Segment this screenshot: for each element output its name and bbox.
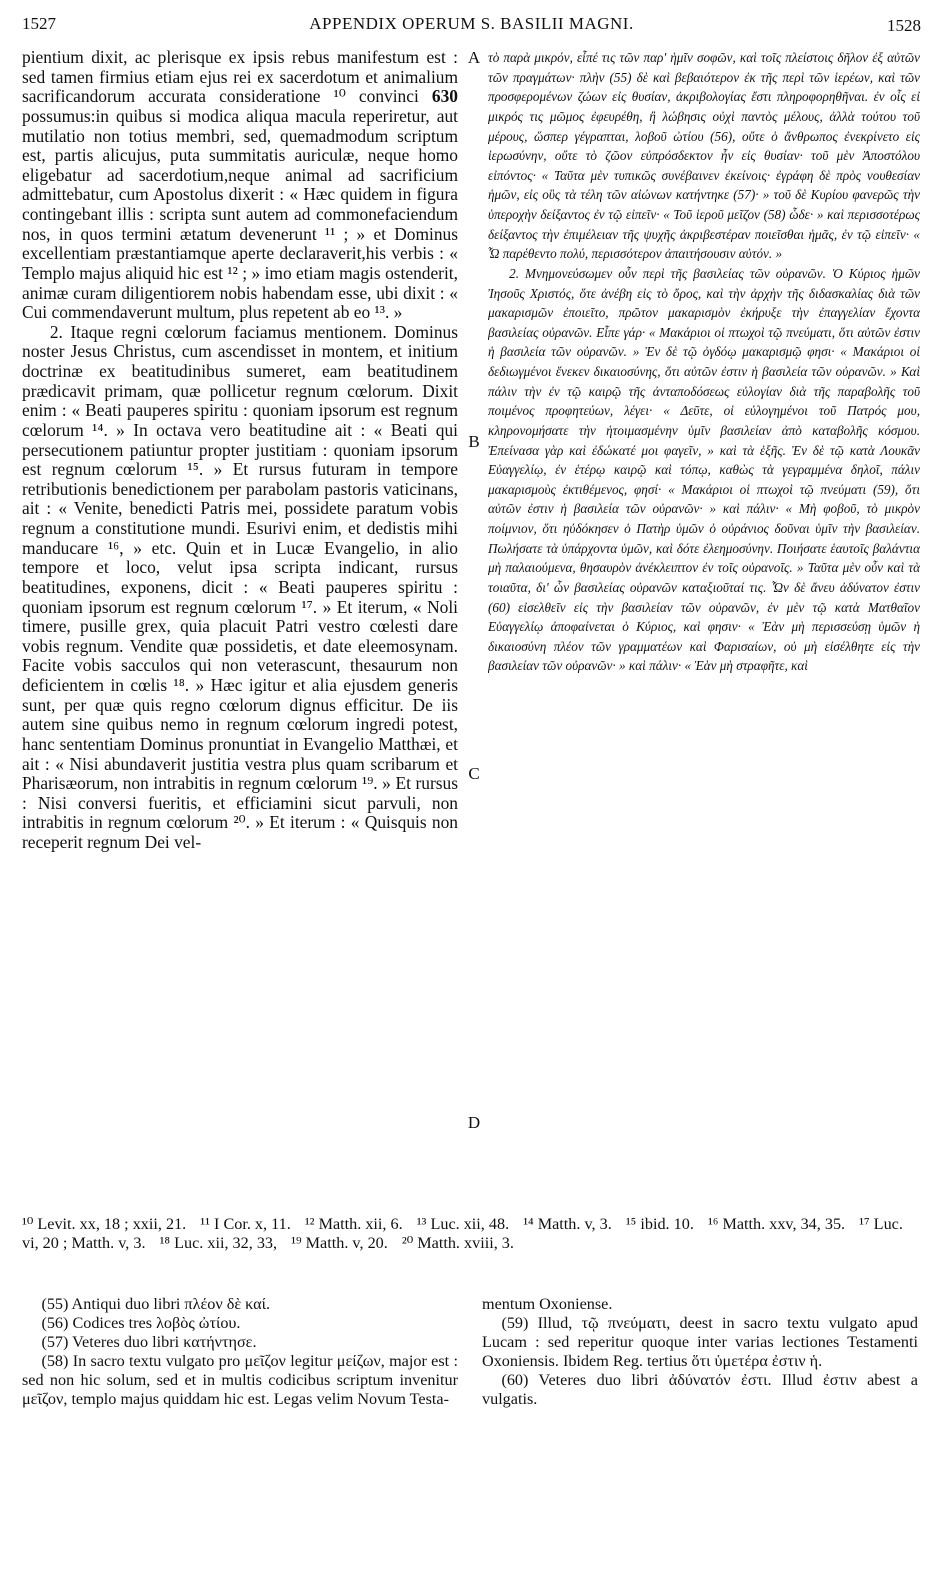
margin-letter-a: A [467,48,481,67]
footnote: ¹⁵ ibid. 10. [625,1215,694,1233]
footnote: ¹⁴ Matth. v, 3. [523,1215,612,1233]
latin-text-1b: possumus:in quibus si modica aliqua macula reperiretur, aut mutilatio non totius membri, sed, quemadmodum scriptum est, partis alicujus, puta summitatis auriculæ, neque homo eligebatur ad sacerdotium,neque animal ad sacrificium admittebatur, cum Apostolus dixerit : « Hæc quidem in figura contingebant illis : scripta sunt autem ad commonefaciendum nos, in quos termini ætatum devenerunt ¹¹ ; » et Dominus excellentiam præstantiamque aperte declaraverit,his verbis : « Templo majus aliquid hic est ¹² ; » imo etiam magis ostenderit, animæ curam diligentiorem nobis habendam esse, ubi dixit : « Cui commendaverunt multum, plus repetent ab eo ¹³. » [22,105,458,323]
footnote: ¹⁹ Matth. v, 20. [291,1234,388,1252]
footnote: ¹¹ I Cor. x, 11. [200,1215,291,1233]
footnote: ¹⁶ Matth. xxv, 34, 35. [707,1215,846,1233]
critical-notes-left [22,1295,458,1409]
greek-paragraph-2: 2. Μνημονεύσωμεν οὖν περὶ τῆς βασιλείας τῶν οὐρανῶν. Ὁ Κύριος ἡμῶν Ἰησοῦς Χριστός, ὅτε ἀνέβη εἰς τὸ ὄρος, καὶ τὴν ἀρχὴν τῆς διδασκαλίας διὰ τῶν μακαρισμῶν ἐποιεῖτο, πρῶτον μακαρισμὸν ἐκήρυξε τὴν ἐπαγγελίαν ἔχοντα βασιλείας οὐρανῶν. Εἶπε γάρ· « Μακάριοι οἱ πτωχοὶ τῷ πνεύματι, ὅτι αὐτῶν ἐστιν ἡ βασιλεία τῶν οὐρανῶν. » Ἐν δὲ τῷ ὀγδόῳ μακαρισμῷ φησι· « Μακάριοι οἱ δεδιωγμένοι ἕνεκεν δικαιοσύνης, ὅτι αὐτῶν ἐστιν ἡ βασιλεία τῶν οὐρανῶν. » Καὶ πάλιν τὴν ἐν τῷ καιρῷ τῆς ἀνταποδόσεως εὐλογίαν διὰ τῆς παραβολῆς τοῦ ποιμένος προφητεύων, λέγει· « Δεῦτε, οἱ εὐλογημένοι τοῦ Πατρός μου, κληρονομήσατε τὴν ἡτοιμασμένην ὑμῖν βασιλείαν ἀπὸ καταβολῆς κόσμου. Ἐπείνασα γὰρ καὶ ἐδώκατέ μοι φαγεῖν, » καὶ τὰ ἑξῆς. Ἐν δὲ τῷ κατὰ Λουκᾶν Εὐαγγελίῳ, ἐν ἑτέρῳ καιρῷ καὶ τόπῳ, καθὼς τὰ γεγραμμένα δηλοῖ, πάλιν μακαρισμοὺς ἐκτιθέμενος, φησί· « Μακάριοι οἱ πτωχοὶ τῷ πνεύματι (59), ὅτι αὐτῶν ἐστιν ἡ βασιλεία τῶν οὐρανῶν· » καὶ πάλιν· « Μὴ φοβοῦ, τὸ μικρὸν ποίμνιον, ὅτι ηὐδόκησεν ὁ Πατὴρ ὑμῶν ὁ οὐράνιος δοῦναι ὑμῖν τὴν βασιλείαν. Πωλήσατε τὰ ὑπάρχοντα ὑμῶν, καὶ δότε ἐλεημοσύνην. Ποιήσατε ἑαυτοῖς βαλάντια μὴ παλαιούμενα, θησαυρὸν ἀνέκλειπτον ἐν τοῖς οὐρανοῖς. » Ταῦτα μὲν οὖν καὶ τὰ τοιαῦτα, δι' ὧν βασιλείας οὐρανῶν καταξιοῦταί τις. Ὧν δὲ ἄνευ ἀδύνατον ἐστιν (60) εἰσελθεῖν εἰς τὴν βασιλείαν τῶν οὐρανῶν, ἐν μὲν τῷ κατὰ Ματθαῖον Εὐαγγελίῳ ἀποφαίνεται ὁ Κύριος, καὶ φησιν· « Ἐὰν μὴ περισσεύσῃ ὑμῶν ἡ δικαιοσύνη πλέον τῶν γραμματέων καὶ Φαρισαίων, οὐ μὴ εἰσέλθητε εἰς τὴν βασιλείαν τῶν οὐρανῶν· » καὶ πάλιν· « Ἐὰν μὴ στραφῆτε, καὶ [488,265,920,674]
page-number-left: 1527 [22,14,56,33]
latin-paragraph-2: 2. Itaque regni cœlorum faciamus mentionem. Dominus noster Jesus Christus, cum ascendisset in montem, et initium doctrinæ ex beatitudinibus sumeret, eam beatitudinem prædicavit primam, quæ pollicetur regnum cœlorum. Dixit enim : « Beati pauperes spiritu : quoniam ipsorum est regnum cœlorum ¹⁴. » In octava vero beatitudine ait : « Beati qui persecutionem patiuntur propter justitiam : quoniam ipsorum est regnum cœlorum ¹⁵. » Et rursus futuram in tempore retributionis benedictionem per parabolam pastoris vaticinans, ait : « Venite, benedicti Patris mei, possidete paratum vobis regnum a constitutione mundi. Esurivi enim, et dedistis mihi manducare ¹⁶, » etc. Quin et in Lucæ Evangelio, in alio tempore et loco, velut ipsa scripta indicant, rursus beatitudines, exponens, dicit : « Beati pauperes spiritu : quoniam ipsorum est regnum cœlorum ¹⁷. » Et iterum, « Noli timere, pusille grex, quia placuit Patri vestro cœlesti dare vobis regnum. Vendite quæ possidetis, et date eleemosynam. Facite vobis sacculos qui non veterascunt, thesaurum non deficientem in cœlis ¹⁸. » Hæc igitur et alia ejusdem generis sunt, per quæ quis regno cœlorum dignus efficitur. De iis autem sine quibus nemo in regnum cœlorum ingredi potest, hanc sententiam Dominus pronuntiat in Evangelio Matthæi, et ait : « Nisi abundaverit justitia vestra plus quam scribarum et Pharisæorum, non intrabitis in regnum cœlorum ¹⁹. » Et rursus : Nisi conversi fueritis, et efficiamini sicut parvuli, non intrabitis in regnum cœlorum ²⁰. » Et iterum : « Quisquis non receperit regnum Dei vel- [22,321,458,852]
footnote: ¹⁸ Luc. xii, 32, 33, [159,1234,278,1252]
critical-note: (55) Antiqui duo libri πλέον δὲ καί. [41,1295,271,1313]
greek-paragraph-1: τὸ παρὰ μικρόν, εἶπέ τις τῶν παρ' ἡμῖν σοφῶν, καὶ τοῖς πλείστοις δῆλον ἐξ αὐτῶν τῶν πραγμάτων· πλὴν (55) δὲ καὶ βεβαιότερον ἐκ τῆς περὶ τῶν ἱερέων, καὶ τῶν προσφερομένων ζώων εἰς θυσίαν, ἀκριβολογίας ἔστι πληροφορηθῆναι. ἐν οἷς εἰ μικρός τις μῶμος ἐφευρέθη, ἢ λώβησις οὐχὶ παντὸς μέλους, ἀλλὰ τούτου τοῦ μέρους, ὥσπερ γέγραπται, λοβοῦ ὠτίου (56), οὔτε ὁ ἄνθρωπος ἐνεκρίνετο εἰς ἱερωσύνην, οὔτε τὸ ζῶον εὐπρόσδεκτον ἦν εἰς θυσίαν· τοῦ μὲν Ἀποστόλου εἰπόντος· « Ταῦτα μὲν τυπικῶς συνέβαινεν ἐκείνοις· ἐγράφη δὲ πρὸς νουθεσίαν ἡμῶν, εἰς οὓς τὰ τέλη τῶν αἰώνων κατήντηκε (57)· » τοῦ δὲ Κυρίου φανερῶς τὴν ὑπεροχὴν δείξαντος ἐν τῷ εἰπεῖν· « Τοῦ ἱεροῦ μεῖζον (58) ὧδε· » καὶ περισσοτέρως δείξαντος τὴν ἐπιμέλειαν τῆς ψυχῆς ἀκριβεστέραν ποιεῖσθαι ἡμᾶς, ἐν τῷ εἰπεῖν· « Ὧ παρέθεντο πολύ, περισσότερον ἀπαιτήσουσιν αὐτόν. » [488,50,920,262]
footnote: ¹⁰ Levit. xx, 18 ; xxii, 21. [22,1215,187,1233]
critical-note: mentum Oxoniense. [482,1295,613,1313]
latin-text-1a: pientium dixit, ac plerisque ex ipsis rebus manifestum est : sed tamen firmius etiam ejus rei ex sacerdotum et animalium sacrificandorum accurata consideratione ¹⁰ convinci [22,48,458,107]
footnote: ¹³ Luc. xii, 48. [416,1215,510,1233]
critical-note: (57) Veteres duo libri κατήντησε. [41,1333,257,1351]
greek-column [488,48,920,676]
page-number-right: 1528 [887,16,921,35]
margin-letter-c: C [468,764,480,783]
latin-column [22,48,458,853]
critical-note: (60) Veteres duo libri ἀδύνατόν ἐστι. Illud ἐστιν abest a vulgatis. [482,1371,918,1408]
margin-letter-b: B [468,432,480,451]
margin-letter-d: D [467,1113,481,1132]
page-header [22,14,921,40]
running-title: APPENDIX OPERUM S. BASILII MAGNI. [309,14,634,33]
critical-note: (59) Illud, τῷ πνεύματι, deest in sacro textu vulgato apud Lucam : sed reperitur quoque inter varias lectiones Testamenti Oxoniensis. Ibidem Reg. tertius ὅτι ὑμετέρα ἐστιν ἡ. [482,1314,918,1370]
critical-note: (58) In sacro textu vulgato pro μεῖζον legitur μείζων, major est : sed non hic solum, sed et in multis codicibus scriptum invenitur μεῖζον, templo majus quiddam hic est. Legas velim Novum Testa- [22,1352,458,1408]
footnote: ²⁰ Matth. xviii, 3. [401,1234,514,1252]
footnote: ¹² Matth. xii, 6. [304,1215,403,1233]
critical-notes-right [482,1295,918,1409]
scripture-footnotes [22,1215,920,1253]
column-marker: 630 [431,86,458,107]
critical-note: (56) Codices tres λοβὸς ὠτίου. [41,1314,241,1332]
footnote: ¹⁷ Luc. vi, 20 ; Matth. v, 3. [22,1215,903,1252]
latin-paragraph-1 [22,48,458,323]
